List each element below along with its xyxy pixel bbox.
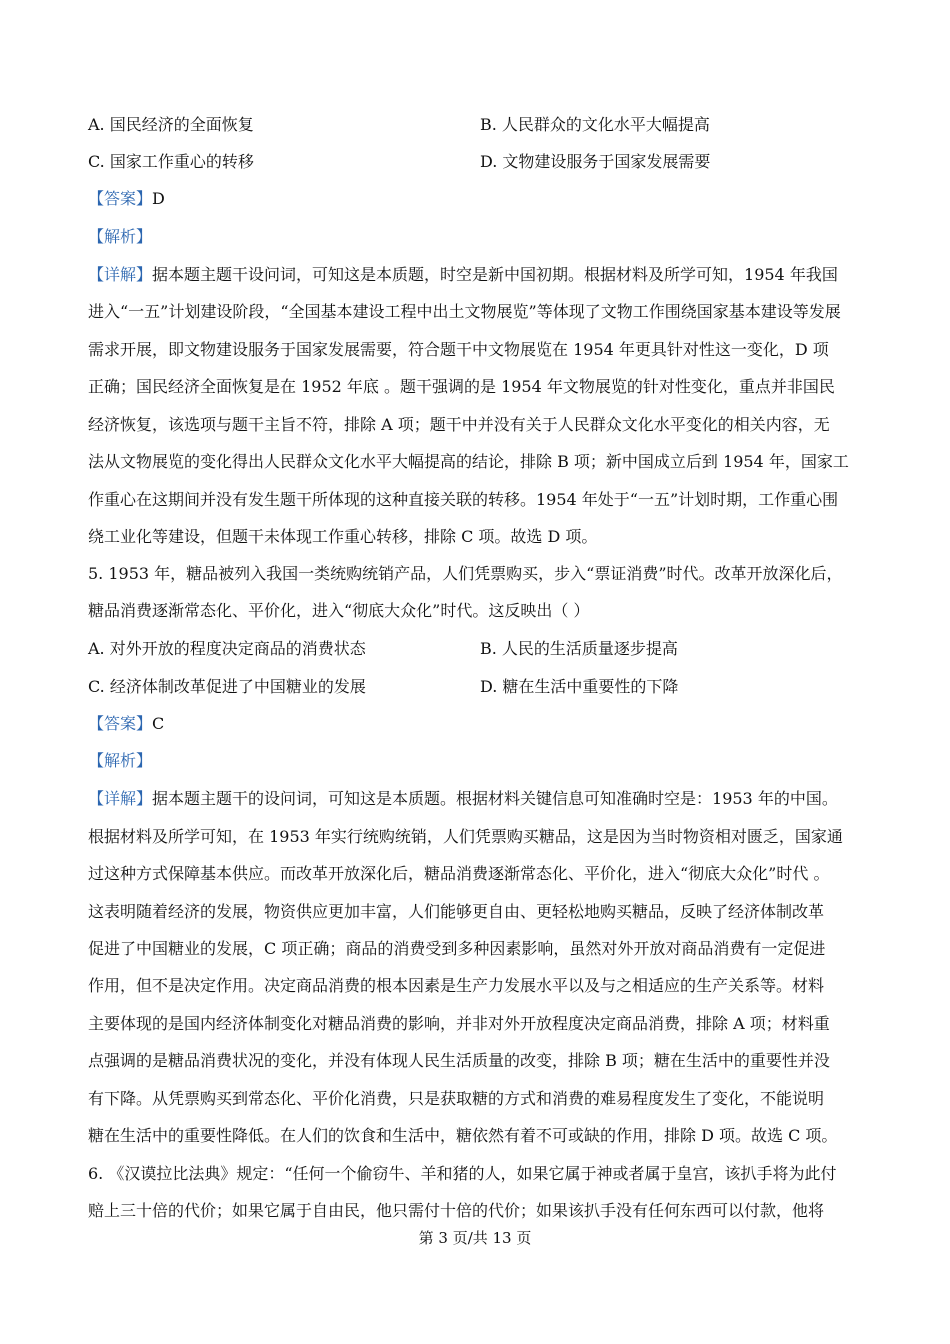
detail-text: 据本题主题干的设问词，可知这是本质题。根据材料关键信息可知准确时空是：1953 年的中国。	[152, 789, 838, 808]
q4-detail-line: 进入“一五”计划建设阶段，“全国基本建设工程中出土文物展览”等体现了文物工作围绕国家基本建设等发展	[88, 302, 841, 321]
q5-detail-line: 糖在生活中的重要性降低。在人们的饮食和生活中，糖依然有着不可或缺的作用，排除 D 项。故选 C 项。	[88, 1126, 838, 1145]
answer-tag: 【答案】	[88, 714, 153, 733]
q4-detail-line: 经济恢复，该选项与题干主旨不符，排除 A 项；题干中并没有关于人民群众文化水平变化的相关内容，无	[88, 415, 830, 434]
q5-detail-line: 作用，但不是决定作用。决定商品消费的根本因素是生产力发展水平以及与之相适应的生产关系等。材料	[88, 976, 825, 995]
q4-detail-line: 需求开展，即文物建设服务于国家发展需要，符合题干中文物展览在 1954 年更具针对性这一变化，D 项	[88, 340, 829, 359]
q4-detail-line: 作重心在这期间并没有发生题干所体现的这种直接关联的转移。1954 年处于“一五”计划时期，工作重心围	[88, 490, 839, 509]
q4-detail-line	[88, 264, 838, 286]
q4-detail-line: 绕工业化等建设，但题干未体现工作重心转移，排除 C 项。故选 D 项。	[88, 527, 598, 546]
detail-tag: 【详解】	[88, 789, 153, 808]
q5-detail-line: 根据材料及所学可知，在 1953 年实行统购统销，人们凭票购买糖品，这是因为当时物资相对匮乏，国家通	[88, 827, 843, 846]
q6-stem-line: 赔上三十倍的代价；如果它属于自由民，他只需付十倍的代价；如果该扒手没有任何东西可以付款，他将	[88, 1201, 825, 1220]
q4-answer	[88, 188, 165, 210]
q4-option-c: C. 国家工作重心的转移	[88, 152, 254, 171]
answer-value: C	[152, 714, 165, 733]
q4-option-b: B. 人民群众的文化水平大幅提高	[480, 115, 710, 134]
q5-detail-line	[88, 788, 838, 810]
q4-option-a: A. 国民经济的全面恢复	[88, 115, 254, 134]
q5-answer	[88, 713, 164, 735]
analysis-tag: 【解析】	[88, 227, 153, 246]
page-number: 第 3 页/共 13 页	[418, 1229, 532, 1247]
q5-stem-line: 5. 1953 年，糖品被列入我国一类统购统销产品，人们凭票购买，步入“票证消费”时代。改革开放深化后，	[88, 564, 843, 583]
answer-value: D	[152, 189, 165, 208]
detail-text: 据本题主题干设问词，可知这是本质题，时空是新中国初期。根据材料及所学可知，1954 年我国	[152, 265, 838, 284]
detail-tag: 【详解】	[88, 265, 153, 284]
q4-option-d: D. 文物建设服务于国家发展需要	[480, 152, 711, 171]
q5-option-b: B. 人民的生活质量逐步提高	[480, 639, 678, 658]
q5-option-a: A. 对外开放的程度决定商品的消费状态	[88, 639, 366, 658]
q5-stem-line: 糖品消费逐渐常态化、平价化，进入“彻底大众化”时代。这反映出（ ）	[88, 601, 590, 620]
q4-detail-line: 正确；国民经济全面恢复是在 1952 年底 。题干强调的是 1954 年文物展览的针对性变化，重点并非国民	[88, 377, 835, 396]
q4-detail-line: 法从文物展览的变化得出人民群众文化水平大幅提高的结论，排除 B 项；新中国成立后到 1954 年，国家工	[88, 452, 849, 471]
q5-detail-line: 过这种方式保障基本供应。而改革开放深化后，糖品消费逐渐常态化、平价化，进入“彻底大众化”时代 。	[88, 864, 830, 883]
q5-detail-line: 这表明随着经济的发展，物资供应更加丰富，人们能够更自由、更轻松地购买糖品，反映了经济体制改革	[88, 902, 825, 921]
q5-option-c: C. 经济体制改革促进了中国糖业的发展	[88, 677, 366, 696]
analysis-tag: 【解析】	[88, 751, 153, 770]
q5-detail-line: 主要体现的是国内经济体制变化对糖品消费的影响，并非对外开放程度决定商品消费，排除 A 项；材料重	[88, 1014, 830, 1033]
q5-analysis-tag	[88, 750, 152, 772]
q5-detail-line: 有下降。从凭票购买到常态化、平价化消费，只是获取糖的方式和消费的难易程度发生了变化，不能说明	[88, 1089, 825, 1108]
q4-analysis-tag	[88, 226, 152, 248]
q5-option-d: D. 糖在生活中重要性的下降	[480, 677, 679, 696]
q6-stem-line: 6. 《汉谟拉比法典》规定：“任何一个偷窃牛、羊和猪的人，如果它属于神或者属于皇宫，该扒手将为此付	[88, 1164, 837, 1183]
answer-tag: 【答案】	[88, 189, 153, 208]
q5-detail-line: 促进了中国糖业的发展，C 项正确；商品的消费受到多种因素影响，虽然对外开放对商品消费有一定促进	[88, 939, 826, 958]
q5-detail-line: 点强调的是糖品消费状况的变化，并没有体现人民生活质量的改变，排除 B 项；糖在生活中的重要性并没	[88, 1051, 830, 1070]
